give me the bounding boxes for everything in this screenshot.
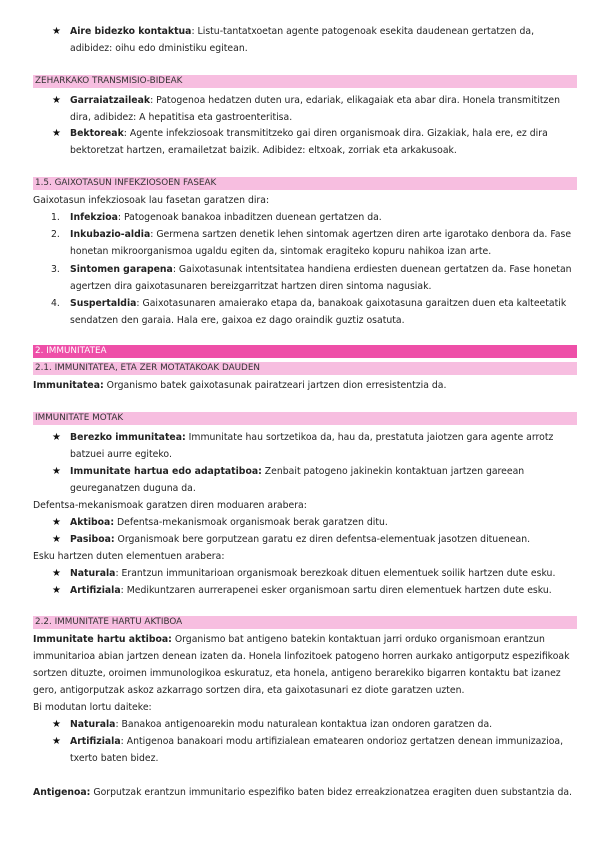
paragraph: Defentsa-mekanismoak garatzen diren moduaren arabera: xyxy=(33,500,307,511)
paragraph xyxy=(33,784,578,801)
bullet-star-icon: ★ xyxy=(52,466,61,477)
term: Pasiboa: xyxy=(70,534,115,545)
bullet-star-icon: ★ xyxy=(52,585,61,596)
list-item xyxy=(70,531,578,548)
definition: : Gaixotasunak intentsitatea handiena erdiesten duenean gertatzen da. Fase honetan agertzen dira gaixotasunaren bereizgarritzat hartzen diren sintoma nagusiak. xyxy=(70,264,572,292)
bullet-star-icon: ★ xyxy=(52,534,61,545)
list-item xyxy=(70,463,578,497)
list-number: 2. xyxy=(51,229,60,240)
term: Garraiatzaileak xyxy=(70,95,151,106)
list-number: 1. xyxy=(51,212,60,223)
definition: : Medikuntzaren aurrerapenei esker organismoan sartu diren elementuek hartzen dute esku. xyxy=(120,585,552,596)
list-item xyxy=(70,514,578,531)
term: Antigenoa: xyxy=(33,787,91,798)
definition: : Antigenoa banakoari modu artifizialean ematearen ondorioz gertatzen denean immunizazioa, txerto baten bidez. xyxy=(70,736,564,764)
paragraph: Bi modutan lortu daiteke: xyxy=(33,702,152,713)
definition: Organismo bat antigeno batekin kontaktuan jarri orduko organismoan erantzun immunitarioa abian jartzen denean izaten da. Honela linfozitoek patogeno horren aurkako antigorputz espezifikoak sortzen dituzte, oroimen immunologikoa eskuratuz, eta honela, antigeno berarekiko bigarren kontaktu bat izanez gero, antigorputzak askoz azkarrago sortzen dira, eta gaixotasunari ez diote garatzen uzten. xyxy=(33,634,570,696)
list-number: 4. xyxy=(51,298,60,309)
definition: Defentsa-mekanismoak organismoak berak garatzen ditu. xyxy=(114,517,388,528)
list-item xyxy=(70,582,578,599)
term: Suspertaldia xyxy=(70,298,137,309)
definition: : Patogenoak banakoa inbaditzen duenean gertatzen da. xyxy=(117,212,382,223)
bullet-star-icon: ★ xyxy=(52,432,61,443)
bullet-star-icon: ★ xyxy=(52,128,61,139)
definition: : Patogenoa hedatzen duten ura, edariak, elikagaiak eta abar dira. Honela transmititzen dira, adibidez: A hepatitisa eta gastroenteritisa. xyxy=(70,95,561,123)
definition: : Erantzun immunitarioan organismoak berezkoak dituen elementuek soilik hartzen dute esku. xyxy=(115,568,556,579)
section-heading-motak: IMMUNITATE MOTAK xyxy=(33,412,577,425)
term: Bektoreak xyxy=(70,128,124,139)
term: Immunitate hartua edo adaptatiboa: xyxy=(70,466,262,477)
term: Aktiboa: xyxy=(70,517,115,528)
bullet-star-icon: ★ xyxy=(52,517,61,528)
section-heading-aktiboa: 2.2. IMMUNITATE HARTU AKTIBOA xyxy=(33,616,577,629)
bullet-star-icon: ★ xyxy=(52,719,61,730)
chapter-heading-immunitatea: 2. IMMUNITATEA xyxy=(33,345,577,358)
paragraph xyxy=(33,377,578,394)
term: Immunitatea: xyxy=(33,380,104,391)
list-item xyxy=(70,261,578,295)
bullet-star-icon: ★ xyxy=(52,568,61,579)
list-item xyxy=(70,209,578,226)
term: Artifiziala xyxy=(70,736,121,747)
bullet-star-icon: ★ xyxy=(52,26,61,37)
section-heading-faseak: 1.5. GAIXOTASUN INFEKZIOSOEN FASEAK xyxy=(33,177,577,190)
list-item xyxy=(70,226,578,260)
term: Inkubazio-aldia xyxy=(70,229,151,240)
term: Naturala xyxy=(70,719,116,730)
paragraph: Esku hartzen duten elementuen arabera: xyxy=(33,551,225,562)
definition: : Gaixotasunaren amaierako etapa da, banakoak gaixotasuna garaitzen duen eta kalteetatik sendatzen den garaia. Hala ere, gaixoa ez dago oraindik guztiz osatuta. xyxy=(70,298,567,326)
term: Sintomen garapena xyxy=(70,264,173,275)
definition: Zenbait patogeno jakinekin kontaktuan jartzen gareean geureganatzen duguna da. xyxy=(70,466,525,494)
list-item xyxy=(70,716,578,733)
term: Berezko immunitatea: xyxy=(70,432,186,443)
list-item xyxy=(70,733,578,767)
definition: Gorputzak erantzun immunitario espezifiko baten bidez erreakzionatzea eragiten duen substantzia da. xyxy=(90,787,572,798)
definition: : Agente infekziosoak transmititzeko gai diren organismoak dira. Gizakiak, hala ere, ez dira bektoretzat hartzen, eramailetzat baizik. Adibidez: eltxoak, zorriak eta arkakusoak. xyxy=(70,128,548,156)
paragraph: Gaixotasun infekziosoak lau fasetan garatzen dira: xyxy=(33,195,270,206)
definition: Immunitate hau sortzetikoa da, hau da, prestatuta jaiotzen gara agente arrotz batzuei aurre egiteko. xyxy=(70,432,554,460)
bullet-star-icon: ★ xyxy=(52,736,61,747)
list-item xyxy=(70,295,578,329)
term: Infekzioa xyxy=(70,212,118,223)
definition: : Germena sartzen denetik lehen sintomak agertzen diren arte igarotako denbora da. Fase honetan mikroorganismoa ugaldu egiten da, sintomak eragiteko kopuru nahikoa izan arte. xyxy=(70,229,572,257)
definition: : Listu-tantatxoetan agente patogenoak esekita daudenean gertatzen da, adibidez: oihu edo dministiku egitean. xyxy=(70,26,535,54)
section-heading-immunitatea-motak: 2.1. IMMUNITATEA, ETA ZER MOTATAKOAK DAUDEN xyxy=(33,362,577,375)
bullet-star-icon: ★ xyxy=(52,95,61,106)
list-item-aire xyxy=(70,23,578,57)
term: Immunitate hartu aktiboa: xyxy=(33,634,172,645)
term: Naturala xyxy=(70,568,116,579)
definition: : Banakoa antigenoarekin modu naturalean kontaktua izan ondoren garatzen da. xyxy=(115,719,493,730)
definition: Organismo batek gaixotasunak pairatzeari jartzen dion erresistentzia da. xyxy=(103,380,447,391)
term: Aire bidezko kontaktua xyxy=(70,26,192,37)
term: Artifiziala xyxy=(70,585,121,596)
list-item xyxy=(70,125,578,159)
section-heading-zeharkako: ZEHARKAKO TRANSMISIO-BIDEAK xyxy=(33,75,577,88)
list-item xyxy=(70,429,578,463)
list-item xyxy=(70,92,578,126)
paragraph xyxy=(33,631,578,699)
definition: Organismoak bere gorputzean garatu ez diren defentsa-elementuak jasotzen dituenean. xyxy=(114,534,531,545)
list-item xyxy=(70,565,578,582)
list-number: 3. xyxy=(51,264,60,275)
